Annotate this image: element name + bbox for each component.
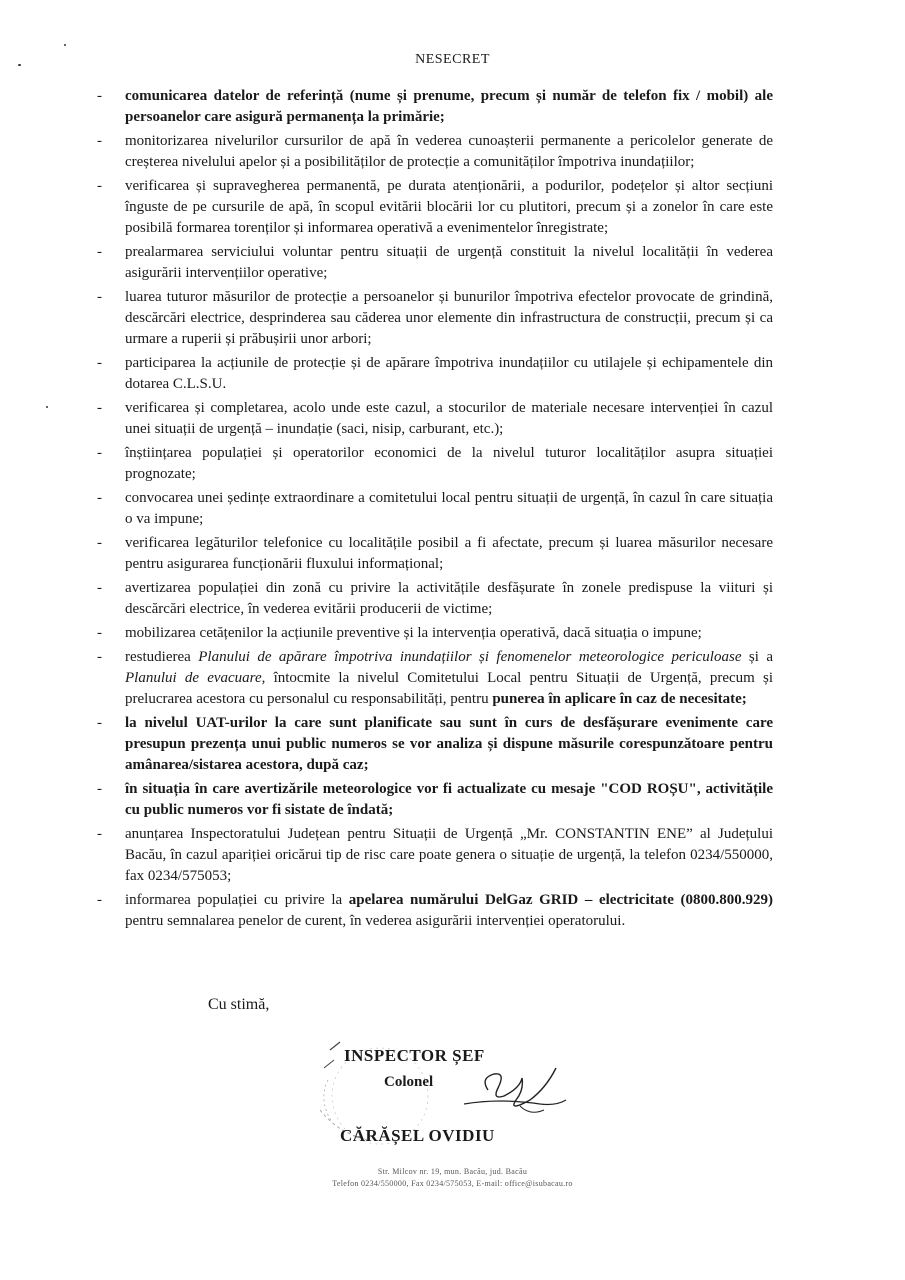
- bullet-dash: -: [97, 715, 102, 731]
- list-item: [97, 398, 773, 440]
- list-item: [97, 176, 773, 239]
- bullet-dash: -: [97, 445, 102, 461]
- list-item: [97, 713, 773, 776]
- list-item-text: punerea în aplicare în caz de necesitate;: [492, 691, 747, 707]
- bullet-dash: -: [97, 781, 102, 797]
- list-item-text: , întocmite la nivelul Comitetului Local pentru Situații de Urgență, precum și prelucrarea acestora cu personalul cu responsabilități, pentru: [125, 670, 774, 707]
- list-item: [97, 623, 773, 644]
- list-item: [97, 242, 773, 284]
- list-item-text: anunțarea Inspectoratului Județean pentru Situații de Urgență „Mr. CONSTANTIN ENE” al Județului Bacău, în cazul apariției oricărui tip de risc care poate genera o situație de urgență, la telefon 0234/550000, fax 0234/575053;: [125, 826, 773, 884]
- classification-header: NESECRET: [415, 52, 490, 67]
- measures-list: [97, 86, 773, 935]
- list-item-text: comunicarea datelor de referință (nume și prenume, precum și număr de telefon fix / mobil) ale persoanelor care asigură permanența la primărie;: [125, 88, 773, 125]
- bullet-dash: -: [97, 133, 102, 149]
- scan-speck: [46, 406, 48, 408]
- list-item-text: monitorizarea nivelurilor cursurilor de apă în vederea cunoașterii permanente a pericolelor generate de creșterea nivelului apelor și a posibilităților de protecție a comunităților împotriva inundațiilor;: [125, 133, 773, 170]
- signatory-title: INSPECTOR ȘEF: [344, 1046, 485, 1065]
- list-item-text: Planului de evacuare: [125, 670, 262, 686]
- bullet-dash: -: [97, 88, 102, 104]
- list-item: [97, 824, 773, 887]
- list-item: [97, 779, 773, 821]
- closing-salutation: Cu stimă,: [208, 996, 270, 1013]
- bullet-dash: -: [97, 490, 102, 506]
- bullet-dash: -: [97, 244, 102, 260]
- list-item-text: informarea populației cu privire la: [125, 892, 349, 908]
- list-item: [97, 488, 773, 530]
- list-item: [97, 287, 773, 350]
- list-item-text: Planului de apărare împotriva inundațiilor și fenomenelor meteorologice periculoase: [198, 649, 742, 665]
- list-item-text: verificarea și supravegherea permanentă, pe durata atenționării, a podurilor, podețelor și altor secțiuni înguste de pe cursurile de apă, în scopul evitării blocării lor cu plutitori, precum și a zonelor în care este posibilă formarea torenților și informarea operativă a evenimentelor înregistrate;: [125, 178, 773, 236]
- list-item: [97, 353, 773, 395]
- list-item-text: apelarea numărului DelGaz GRID – electricitate (0800.800.929): [348, 892, 773, 908]
- bullet-dash: -: [97, 289, 102, 305]
- handwritten-signature-icon: [460, 1060, 570, 1120]
- list-item: [97, 86, 773, 128]
- list-item-text: pentru semnalarea penelor de curent, în vederea asigurării intervenției operatorului.: [125, 913, 626, 929]
- list-item-text: restudierea: [125, 649, 199, 665]
- list-item-text: luarea tuturor măsurilor de protecție a persoanelor și bunurilor împotriva efectelor provocate de grindină, descărcări electrice, desprinderea sau căderea unor elemente din infrastructura de construcții, precum și ca urmare a ruperii și prăbușirii unor arbori;: [125, 289, 773, 347]
- list-item-text: înștiințarea populației și operatorilor economici de la nivelul tuturor localităților asupra situației prognozate;: [125, 445, 773, 482]
- signatory-rank: Colonel: [384, 1074, 434, 1090]
- bullet-dash: -: [97, 178, 102, 194]
- list-item-text: avertizarea populației din zonă cu privire la activitățile desfășurate în zonele predispuse la viituri și descărcări electrice, în vederea evitării producerii de victime;: [125, 580, 773, 617]
- bullet-dash: -: [97, 892, 102, 908]
- bullet-dash: -: [97, 649, 102, 665]
- scan-speck: [18, 64, 21, 66]
- list-item: [97, 578, 773, 620]
- list-item: [97, 443, 773, 485]
- list-item-text: și a: [741, 649, 774, 665]
- bullet-dash: -: [97, 355, 102, 371]
- bullet-dash: -: [97, 580, 102, 596]
- list-item-text: mobilizarea cetățenilor la acțiunile preventive și la intervenția operativă, dacă situația o impune;: [125, 625, 702, 641]
- bullet-dash: -: [97, 625, 102, 641]
- list-item: [97, 533, 773, 575]
- signatory-name: CĂRĂȘEL OVIDIU: [340, 1126, 495, 1145]
- signature-block: [300, 1040, 580, 1150]
- footer-contact: Telefon 0234/550000, Fax 0234/575053, E-mail: office@isubacau.ro: [332, 1179, 573, 1188]
- bullet-dash: -: [97, 826, 102, 842]
- list-item-text: participarea la acțiunile de protecție și de apărare împotriva inundațiilor cu utilajele și echipamentele din dotarea C.L.S.U.: [125, 355, 773, 392]
- bullet-dash: -: [97, 535, 102, 551]
- list-item: [97, 647, 773, 710]
- footer-address: Str. Milcov nr. 19, mun. Bacău, jud. Bacău: [377, 1167, 528, 1176]
- bullet-dash: -: [97, 400, 102, 416]
- scan-speck: [64, 44, 66, 46]
- list-item-text: verificarea și completarea, acolo unde este cazul, a stocurilor de materiale necesare intervenției în cazul unei situații de urgență – inundație (saci, nisip, carburant, etc.);: [125, 400, 773, 437]
- list-item-text: verificarea legăturilor telefonice cu localitățile posibil a fi afectate, precum și luarea măsurilor necesare pentru asigurarea funcționării fluxului informațional;: [125, 535, 773, 572]
- list-item-text: prealarmarea serviciului voluntar pentru situații de urgență constituit la nivelul localității în vederea asigurării intervențiilor operative;: [125, 244, 773, 281]
- list-item: [97, 131, 773, 173]
- list-item: [97, 890, 773, 932]
- footer: [0, 1166, 905, 1190]
- list-item-text: la nivelul UAT-urilor la care sunt planificate sau sunt în curs de desfășurare evenimente care presupun prezența unui public numeros se vor analiza și dispune măsurile corespunzătoare pentru amânarea/sistarea acestora, după caz;: [125, 715, 773, 773]
- list-item-text: în situația în care avertizările meteorologice vor fi actualizate cu mesaje "COD ROȘU", activitățile cu public numeros vor fi sistate de îndată;: [125, 781, 773, 818]
- list-item-text: convocarea unei ședințe extraordinare a comitetului local pentru situații de urgență, în cazul în care situația o va impune;: [125, 490, 773, 527]
